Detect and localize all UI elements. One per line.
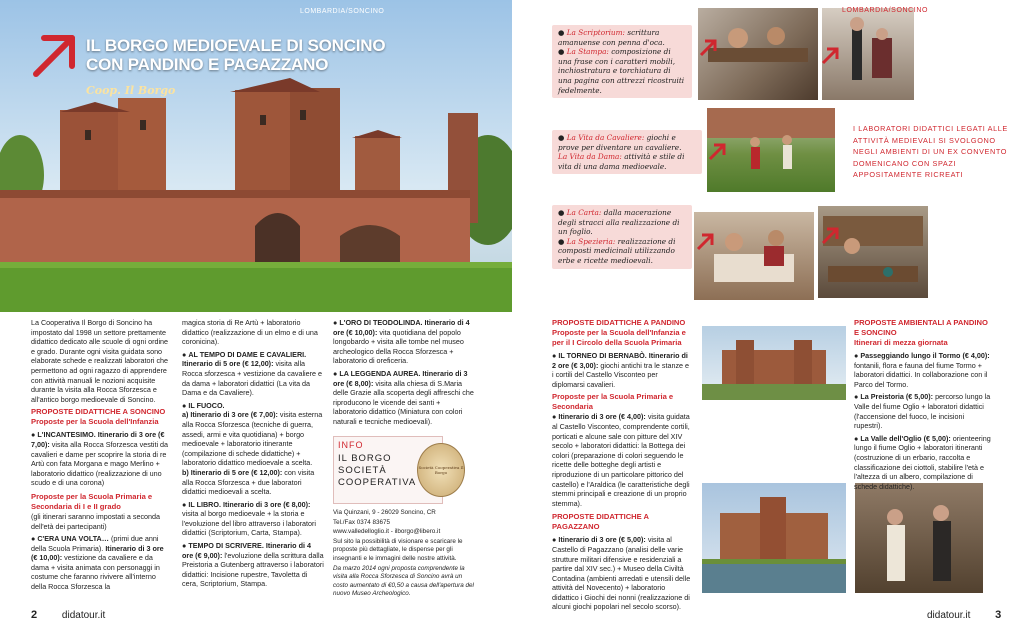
- nuns-photo: [855, 483, 983, 593]
- section-tag: LOMBARDIA/SONCINO: [300, 8, 385, 15]
- contact-block: [333, 509, 475, 602]
- info-company-name: IL BORGO SOCIETÀ COOPERATIVA: [338, 453, 417, 488]
- march-note: Da marzo 2014 ogni proposta comprendente la visita alla Rocca Sforzesca di Soncino avrà un costo aumentato di €0,50 a causa dell'apertura del nuovo Museo Archeologico.: [333, 564, 474, 598]
- workshop-banner: I LABORATORI DIDATTICI LEGATI ALLE ATTIVITÀ MEDIEVALI SI SVOLGONO NEGLI AMBIENTI DI UN EX CONVENTO DOMENICANO CON SPAZI APPOSITAMENTE RICREATI: [853, 124, 1008, 179]
- site-name: didatour.it: [927, 610, 971, 621]
- heading-pagazzano: PROPOSTE DIDATTICHE A PAGAZZANO: [552, 512, 649, 532]
- caption-box-3: ● La Carta: dalla macerazione degli stracci alla realizzazione di un foglio. ● La Spezieria: realizzazione di composti medicinali utilizzando erbe e ricette medioevali.: [552, 205, 692, 269]
- pandino-castle-photo: [702, 326, 846, 400]
- red-arrow-icon: [820, 46, 840, 66]
- site-note: Sul sito la possibilità di visionare e scaricare le proposte più dettagliate, le dispense per gli insegnanti e le immagini delle nostre attività.: [333, 537, 463, 562]
- red-arrow-icon: [30, 32, 78, 78]
- red-arrow-icon: [820, 226, 840, 246]
- page-number: 2: [31, 609, 38, 621]
- fuoco-item: ● IL FUOCO. a) Itinerario di 3 ore (€ 7,00): visita esterna alla Rocca Sforzesca (tecniche di guerra, assedi, armi e vita quotidiana) + borgo medioevale + laboratorio itinerante (compilazione di schede didattiche) + laboratorio didattico medioevale a scelta. b) Itinerario di 5 ore (€ 12,00): con visita alla Rocca Sforzesca + due laboratori didattici medioevali a scelta.: [182, 400, 323, 497]
- red-arrow-icon: [698, 38, 718, 58]
- pagazzano-castle-photo: [702, 483, 846, 593]
- cooperative-seal-logo: Società Cooperativa Il Borgo: [417, 443, 465, 497]
- column-3: [333, 318, 475, 430]
- caption-box-1: ● La Scriptorium: scrittura amanuense con penna d'oca. ● La Stampa: composizione di una frase con i caratteri mobili, inchiostratura e torchiatura di una pagina con attrezzi ricostruiti fedelmente.: [552, 25, 692, 98]
- oro-item: ● L'ORO DI TEODOLINDA. Itinerario di 4 ore (€ 10,00): vita quotidiana del popolo longobardo + visita alle tombe nel museo archeologico della Rocca Sforzesca + laboratorio di oreficeria.: [333, 318, 470, 366]
- right-page: [512, 0, 1024, 637]
- heading-soncino: PROPOSTE DIDATTICHE A SONCINO: [31, 407, 166, 417]
- footer-right: [927, 609, 1001, 621]
- phone: Tel./Fax 0374 83675: [333, 518, 391, 526]
- red-arrow-icon: [695, 232, 715, 252]
- oglio-item: ● La Valle dell'Oglio (€ 5,00): orienteering lungo il fiume Oglio + laboratori itineranti (costruzione di un erbario, raccolta e classificazione dei ciottoli, stabilire l'età e l'altezza di un albero, compilazione di schede didattiche).: [854, 433, 991, 491]
- pagazzano-item: ● Itinerario di 3 ore (€ 5,00): visita al Castello di Pagazzano (analisi delle varie strutture militari difensive e residenziali a partire dal XIV sec.) + Museo della Civiltà Contadina (ambienti arredati e utensili delle attività del Novecento) + laboratorio didattico i Giochi dei nonni (realizzazione di alcuni giochi popolari nel secolo scorso).: [552, 535, 691, 612]
- incantesimo-item: ● L'INCANTESIMO. Itinerario di 3 ore (€ 7,00): visita alla Rocca Sforzesca vestiti da cavalieri e dame per scoprire la storia di re Artù con fata Morgana e mago Merlino + laboratorio didattico (realizzazione di uno scudo e di una corona): [31, 430, 169, 488]
- heading-ambientali-sub: Itinerari di mezza giornata: [854, 338, 948, 347]
- primaria-note: (gli itinerari saranno impostati a seconda dell'età dei partecipanti): [31, 511, 161, 531]
- pandino-item: ● Itinerario di 3 ore (€ 4,00): visita guidata al Castello Visconteo, comprendente cortili, porticati e alcune sale con pitture del XIV secolo + laboratori didattici: la Bottega dei colori (preparazione di colori seguendo le ricette delle botteghe degli artisti e riproduzione di un particolare pittorico del castello) e l'Araldica (le caratteristiche degli stemmi principali e creazione di un proprio stemma).: [552, 412, 690, 508]
- page-title: IL BORGO MEDIOEVALE DI SONCINO CON PANDINO E PAGAZZANO: [86, 36, 386, 74]
- column-1: [31, 318, 171, 595]
- column-ambientali: [854, 318, 994, 494]
- info-box: [333, 436, 464, 504]
- page-number: 3: [995, 609, 1002, 621]
- info-label: INFO: [338, 440, 364, 450]
- section-tag: LOMBARDIA/SONCINO: [842, 7, 929, 14]
- intro-text: La Cooperativa Il Borgo di Soncino ha impostato dal 1998 un settore prettamente didattico dedicato alle scuole di ogni ordine e grado. Durante ogni visita guidata sono elaborate schede e realizzati laboratori che permettono ad ogni ragazzo di apprendere con attività manuali le nozioni acquisite durante la visita alla Rocca Sforzesca e all'antico borgo medioevale di Soncino.: [31, 318, 169, 404]
- libro-item: ● IL LIBRO. Itinerario di 3 ore (€ 8,00): visita al borgo medioevale + la storia e l'evoluzione del libro attraverso i laboratori didattici (Scriptorium, Carta, Stampa).: [182, 499, 317, 538]
- dame-item: ● AL TEMPO DI DAME E CAVALIERI. Itinerario di 5 ore (€ 12,00): visita alla Rocca sforzesca + vestizione da cavaliere e da dama + laboratori didattici (La vita da Dama e da Cavaliere).: [182, 349, 323, 398]
- leggenda-item: ● LA LEGGENDA AUREA. Itinerario di 3 ore (€ 8,00): visita alla chiesa di S.Maria delle Grazie alla scoperta degli affreschi che riproducono le vicende dei santi + laboratorio didattico (Miniatura con colori naturali e tecniche medioevali).: [333, 368, 474, 426]
- paper-making-photo: [694, 212, 814, 300]
- tormo-item: ● Passeggiando lungo il Tormo (€ 4,00): fontanili, flora e fauna del fiume Tormo + laboratori didattici. In collaborazione con il Parco del Tormo.: [854, 351, 990, 389]
- column-2: [182, 318, 324, 592]
- spezieria-photo: [818, 206, 928, 298]
- column-2-continuation: magica storia di Re Artù + laboratorio didattico (realizzazione di un elmo e di una coronicina).: [182, 318, 318, 347]
- page-subtitle: Coop. Il Borgo: [86, 84, 176, 97]
- site-name: didatour.it: [61, 610, 106, 621]
- caption-box-2: ● La Vita da Cavaliere: giochi e prove per diventare un cavaliere. La Vita da Dama: attività e stile di vita di una dama medioevale.: [552, 130, 702, 174]
- heading-pandino: PROPOSTE DIDATTICHE A PANDINO: [552, 318, 686, 327]
- web-link[interactable]: www.valledelloglio.it - ilborgo@libero.it: [333, 528, 441, 536]
- column-pandino: [552, 318, 692, 615]
- heading-pandino-sub: Proposte per la Scuola dell'Infanzia e per il I Circolo della Scuola Primaria: [552, 328, 686, 347]
- red-arrow-icon: [707, 142, 727, 162]
- cera-item: ● C'ERA UNA VOLTA… (primi due anni della Scuola Primaria). Itinerario di 3 ore (€ 10,00): vestizione da cavaliere e da dama + visita animata con personaggi in costume che faranno rivivere all'interno della Rocca Sforzesca la: [31, 534, 164, 592]
- tempo-item: ● TEMPO DI SCRIVERE. Itinerario di 4 ore (€ 9,00): l'evoluzione della scrittura dalla Preistoria a Gutenberg attraverso i laboratori didattici: Incisione rupestre, Tavoletta di cera, Scriptorium, Stampa.: [182, 541, 324, 589]
- torneo-item: ● IL TORNEO DI BERNABÒ. Itinerario di 2 ore (€ 3,00): giochi antichi tra le stanze e i cortili del Castello Visconteo per diplomarsi cavalieri.: [552, 351, 690, 389]
- heading-ambientali: PROPOSTE AMBIENTALI A PANDINO E SONCINO: [854, 318, 988, 337]
- preistoria-item: ● La Preistoria (€ 5,00): percorso lungo la Valle del fiume Oglio + laboratori didattici (l'accensione del fuoco, le incisioni rupestri).: [854, 392, 991, 431]
- footer-left: [31, 609, 105, 621]
- address: Via Quinzani, 9 - 26029 Soncino, CR: [333, 509, 436, 516]
- heading-primaria: Proposte per la Scuola Primaria e Secondaria di I e II grado: [31, 491, 153, 511]
- heading-pandino-primaria: Proposte per la Scuola Primaria e Secondaria: [552, 392, 674, 412]
- heading-infanzia: Proposte per la Scuola dell'Infanzia: [31, 417, 159, 427]
